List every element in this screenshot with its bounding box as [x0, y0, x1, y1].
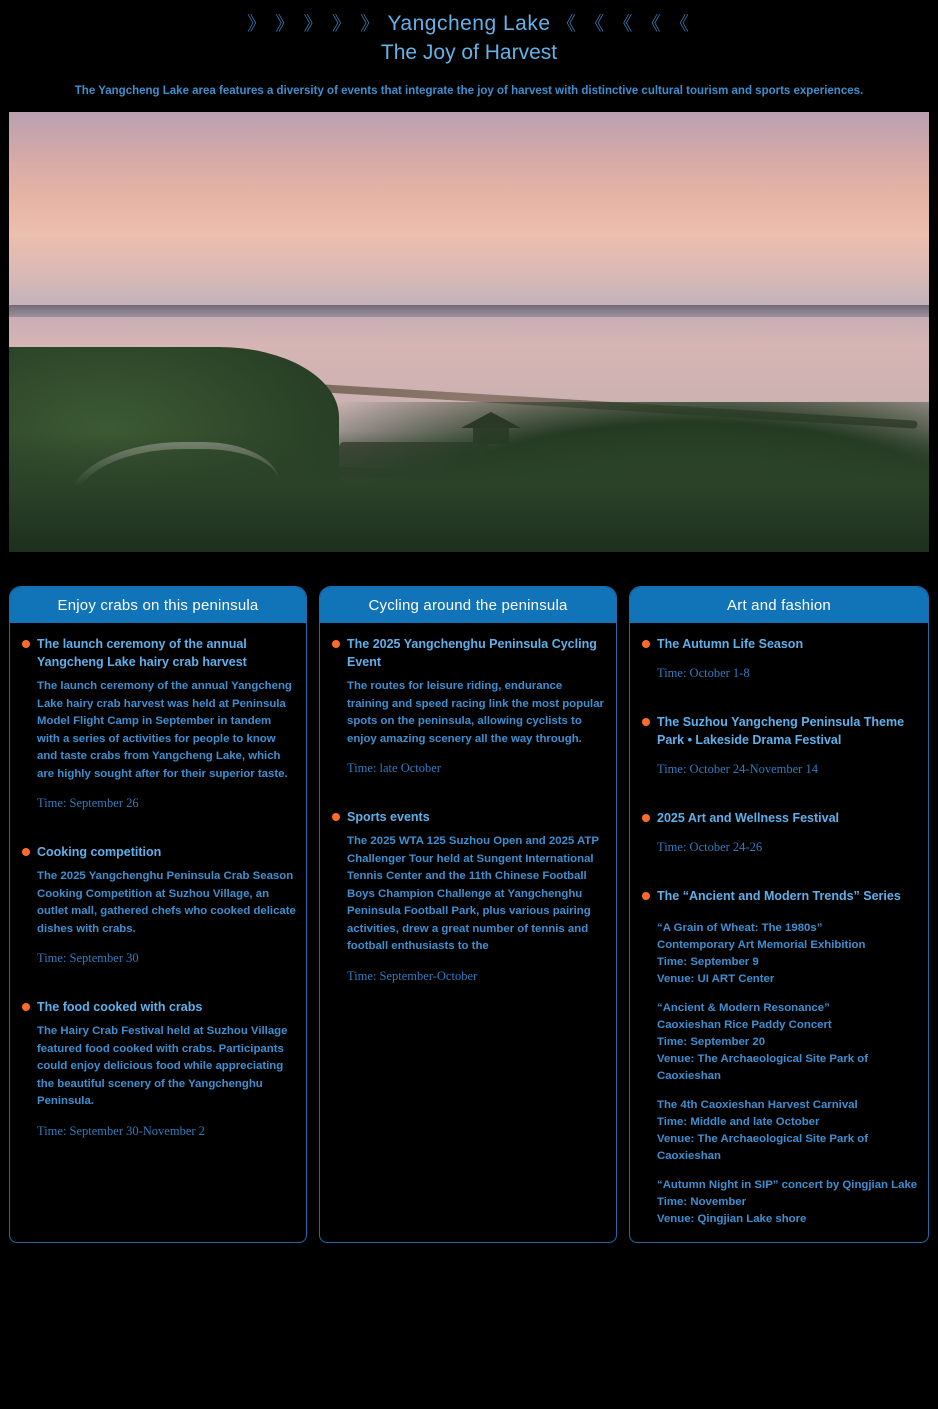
- item-title: [640, 713, 918, 749]
- sub-event-line-3: Time: September 9: [657, 956, 759, 968]
- sub-event-line-3: Venue: The Archaeological Site Park of Caoxieshan: [657, 1133, 868, 1162]
- sub-event-line-2: Time: Middle and late October: [657, 1116, 820, 1128]
- column-body-cycling: [320, 623, 616, 1014]
- item-title-text: 2025 Art and Wellness Festival: [657, 811, 840, 825]
- page-header: [0, 0, 938, 99]
- column-body-art-fashion: [630, 623, 928, 1242]
- item-time: Time: September 26: [37, 796, 139, 810]
- list-item: [640, 635, 918, 682]
- sub-event-line-3: Time: September 20: [657, 1036, 766, 1048]
- item-time: Time: September 30: [37, 951, 139, 965]
- bullet-dot-icon: [332, 813, 340, 821]
- item-time: Time: September 30-November 2: [37, 1123, 205, 1138]
- list-item: [640, 713, 918, 778]
- list-item: [640, 887, 918, 905]
- page-title: [0, 10, 938, 38]
- column-heading-cycling: Cycling around the peninsula: [320, 587, 616, 623]
- list-item: [330, 808, 606, 985]
- bullet-dot-icon: [642, 640, 650, 648]
- hero-photo-lake-boardwalk: [9, 112, 929, 552]
- sub-event-line-1: “Autumn Night in SIP” concert by Qingjian Lake: [657, 1179, 918, 1191]
- column-cycling: [319, 586, 617, 1243]
- item-title-text: The launch ceremony of the annual Yangcheng Lake hairy crab harvest: [37, 637, 247, 669]
- item-title: [20, 635, 296, 671]
- sky-region: [9, 112, 929, 317]
- sub-event-line-4: Venue: UI ART Center: [657, 973, 775, 985]
- item-time: Time: September-October: [347, 968, 478, 983]
- item-time: Time: October 1-8: [657, 666, 750, 680]
- spacer: [640, 793, 918, 809]
- column-body-crabs: [10, 623, 306, 1169]
- sub-event-block: [657, 1177, 918, 1228]
- intro-paragraph: The Yangcheng Lake area features a diversity of events that integrate the joy of harvest with distinctive cultural tourism and sports experiences.: [74, 85, 864, 97]
- item-body: The launch ceremony of the annual Yangcheng Lake hairy crab harvest was held at Peninsula Model Flight Camp in September in tandem with a series of activities for people to know and taste crabs from Yangcheng Lake, which are highly sought after for their superior taste.: [37, 680, 292, 780]
- sub-event-line-2: Time: November: [657, 1196, 747, 1208]
- spacer: [20, 827, 296, 843]
- sub-event-line-4: Venue: The Archaeological Site Park of Caoxieshan: [657, 1053, 868, 1082]
- bullet-dot-icon: [642, 814, 650, 822]
- item-title: [20, 843, 296, 861]
- item-body: The Hairy Crab Festival held at Suzhou Village featured food cooked with crabs. Participants could enjoy delicious food while appreciating the beautiful scenery of the Yangchenghu Peninsula.: [37, 1025, 288, 1107]
- bullet-dot-icon: [22, 848, 30, 856]
- sub-event-line-1: “Ancient & Modern Resonance”: [657, 1002, 830, 1014]
- column-crabs: [9, 586, 307, 1243]
- item-body: The 2025 Yangchenghu Peninsula Crab Season Cooking Competition at Suzhou Village, an outlet mall, gathered chefs who cooked delicate dishes with crabs.: [37, 870, 296, 935]
- foreground-vegetation: [9, 432, 929, 552]
- spacer: [20, 982, 296, 998]
- item-title: [640, 887, 918, 905]
- list-item: [330, 635, 606, 777]
- item-title-text: The 2025 Yangchenghu Peninsula Cycling Event: [347, 637, 597, 669]
- item-title: [20, 998, 296, 1016]
- content-columns: [9, 586, 929, 1243]
- page-title-text: Yangcheng Lake: [387, 12, 551, 35]
- chevron-right-ornament: 《 《 《 《 《: [556, 14, 691, 35]
- item-time: Time: October 24-26: [657, 840, 763, 854]
- item-title-text: The “Ancient and Modern Trends” Series: [657, 889, 901, 903]
- item-title: [330, 808, 606, 826]
- column-heading-crabs: Enjoy crabs on this peninsula: [10, 587, 306, 623]
- sub-event-line-2: Caoxieshan Rice Paddy Concert: [657, 1019, 832, 1031]
- bullet-dot-icon: [22, 640, 30, 648]
- item-title: [640, 809, 918, 827]
- item-time: Time: October 24-November 14: [657, 762, 818, 776]
- sub-event-line-1: “A Grain of Wheat: The 1980s”: [657, 922, 823, 934]
- sub-event-block: [657, 1000, 918, 1085]
- item-title-text: Sports events: [347, 810, 430, 824]
- chevron-left-ornament: 》 》 》 》 》: [246, 14, 382, 35]
- list-item: [20, 843, 296, 967]
- item-title-text: Cooking competition: [37, 845, 162, 859]
- bullet-dot-icon: [642, 718, 650, 726]
- spacer: [640, 697, 918, 713]
- bullet-dot-icon: [22, 1003, 30, 1011]
- item-time: Time: late October: [347, 761, 441, 775]
- sub-event-line-1: The 4th Caoxieshan Harvest Carnival: [657, 1099, 858, 1111]
- sub-event-block: [657, 920, 918, 988]
- sub-event-line-2: Contemporary Art Memorial Exhibition: [657, 939, 866, 951]
- sub-event-line-3: Venue: Qingjian Lake shore: [657, 1213, 807, 1225]
- column-heading-art-fashion: Art and fashion: [630, 587, 928, 623]
- page-subtitle: The Joy of Harvest: [380, 41, 558, 64]
- item-title: [330, 635, 606, 671]
- item-title: [640, 635, 918, 653]
- bullet-dot-icon: [332, 640, 340, 648]
- bullet-dot-icon: [642, 892, 650, 900]
- sub-event-block: [657, 1097, 918, 1165]
- item-title-text: The Suzhou Yangcheng Peninsula Theme Park • Lakeside Drama Festival: [657, 715, 905, 747]
- list-item: [20, 998, 296, 1140]
- list-item: [640, 809, 918, 856]
- spacer: [640, 871, 918, 887]
- item-body: The 2025 WTA 125 Suzhou Open and 2025 ATP Challenger Tour held at Sungent International Tennis Center and the 11th Chinese Football Boys Champion Challenge at Yangchenghu Peninsula Football Park, plus various pairing activities, drew a great number of tennis and football enthusiasts to the: [347, 835, 599, 952]
- column-art-fashion: [629, 586, 929, 1243]
- list-item: [20, 635, 296, 812]
- item-body: The routes for leisure riding, endurance training and speed racing link the most popular spots on the peninsula, allowing cyclists to enjoy amazing scenery all the way through.: [347, 680, 604, 745]
- item-title-text: The food cooked with crabs: [37, 1000, 203, 1014]
- item-title-text: The Autumn Life Season: [657, 637, 804, 651]
- spacer: [330, 792, 606, 808]
